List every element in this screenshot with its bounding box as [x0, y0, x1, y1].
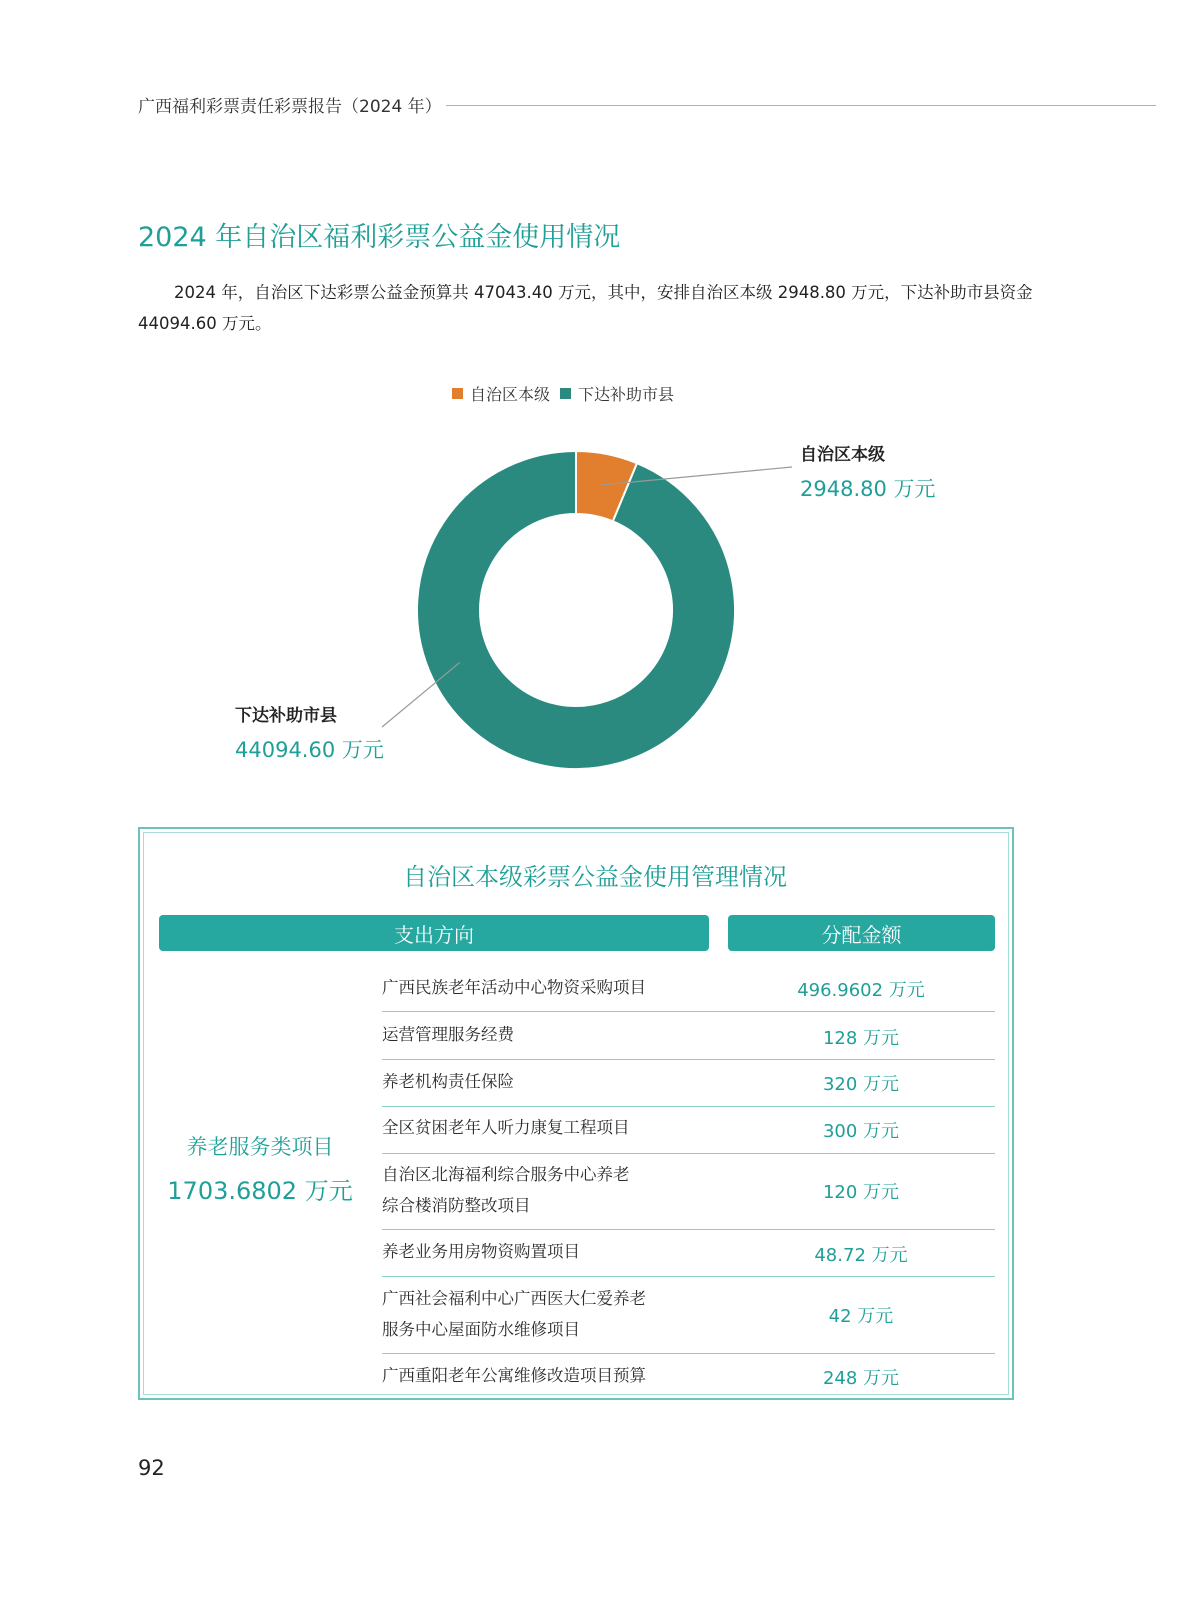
table-row-item: 广西民族老年活动中心物资采购项目: [382, 978, 646, 997]
table-row-item-line1: 广西社会福利中心广西医大仁爱养老: [382, 1289, 646, 1308]
table-row-amount: 120 万元: [822, 1182, 900, 1203]
category-total: 1703.6802 万元: [167, 1177, 353, 1205]
table-row-item: 养老业务用房物资购置项目: [382, 1242, 580, 1261]
intro-paragraph: 2024 年，自治区下达彩票公益金预算共 47043.40 万元，其中，安排自治区本级 2948.80 万元，下达补助市县资金 44094.60 万元。: [138, 283, 1033, 333]
table-row-item: 全区贫困老年人听力康复工程项目: [382, 1118, 630, 1137]
table-row-amount: 320 万元: [822, 1074, 900, 1095]
table-row-item: [382, 1283, 682, 1345]
table-row-item: 广西重阳老年公寓维修改造项目预算: [382, 1366, 646, 1385]
row-divider: [382, 1059, 995, 1060]
legend-label: 下达补助市县: [578, 385, 675, 404]
page-number: 92: [138, 1456, 165, 1480]
table-row-amount: 128 万元: [822, 1028, 900, 1049]
row-divider: [382, 1229, 995, 1230]
table-row-item: [382, 1159, 682, 1221]
callout-cities: [235, 701, 384, 764]
row-divider: [382, 1353, 995, 1354]
row-divider: [382, 1153, 995, 1154]
header-expense-direction: 支出方向: [159, 915, 709, 951]
running-header-title: 广西福利彩票责任彩票报告（2024 年）: [138, 97, 442, 117]
table-row-amount: 300 万元: [822, 1121, 900, 1142]
callout-value: 44094.60 万元: [235, 738, 384, 762]
callout-value: 2948.80 万元: [800, 477, 936, 501]
donut-chart: [0, 0, 1190, 800]
row-divider: [382, 1106, 995, 1107]
category-cell: [160, 1131, 360, 1206]
table-row-amount: 496.9602 万元: [797, 980, 925, 1001]
row-divider: [382, 1011, 995, 1012]
callout-label: 自治区本级: [800, 445, 885, 465]
section-title: 2024 年自治区福利彩票公益金使用情况: [138, 222, 621, 253]
callout-autonomous: [800, 440, 936, 503]
header-allocated-amount: 分配金额: [728, 915, 995, 951]
category-name: 养老服务类项目: [186, 1135, 334, 1159]
table-row-item-line2: 综合楼消防整改项目: [382, 1196, 531, 1215]
table-row-amount: 48.72 万元: [814, 1245, 908, 1266]
table-row-item-line2: 服务中心屋面防水维修项目: [382, 1320, 580, 1339]
table-title: 自治区本级彩票公益金使用管理情况: [403, 863, 787, 891]
row-divider: [382, 1276, 995, 1277]
legend-label: 自治区本级: [470, 385, 551, 404]
table-row-item: 养老机构责任保险: [382, 1072, 514, 1091]
table-row-item-line1: 自治区北海福利综合服务中心养老: [382, 1165, 630, 1184]
table-row-item: 运营管理服务经费: [382, 1025, 514, 1044]
table-row-amount: 42 万元: [828, 1306, 894, 1327]
donut-slice-cities: [417, 451, 735, 769]
callout-label: 下达补助市县: [235, 706, 337, 726]
table-row-amount: 248 万元: [822, 1368, 900, 1389]
